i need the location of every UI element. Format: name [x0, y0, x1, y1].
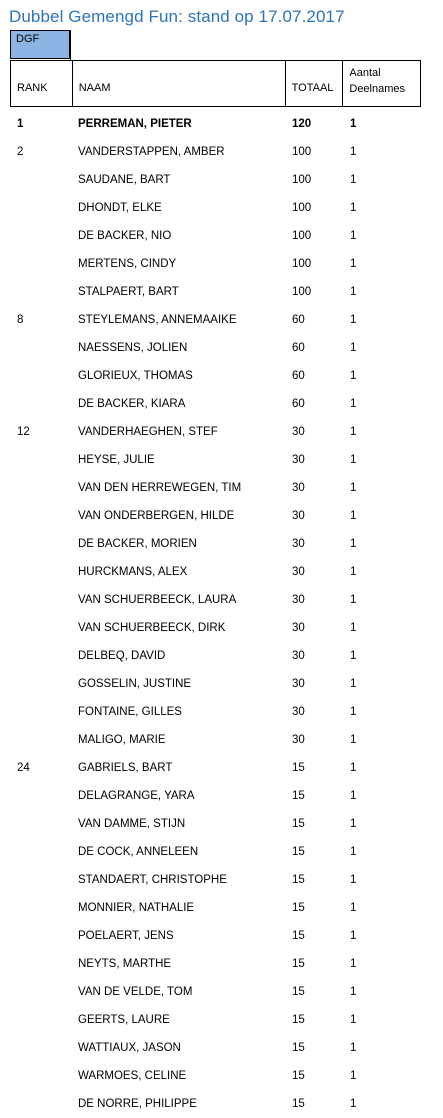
deelnames-cell: 1	[350, 678, 357, 690]
naam-cell: POELAERT, JENS	[78, 930, 174, 942]
totaal-cell: 15	[292, 818, 305, 830]
naam-cell: VAN SCHUERBEECK, LAURA	[78, 594, 237, 606]
totaal-cell: 15	[292, 874, 305, 886]
rank-cell: 1	[17, 118, 24, 130]
deelnames-cell: 1	[350, 762, 357, 774]
table-row	[10, 502, 421, 530]
table-row	[10, 670, 421, 698]
totaal-cell: 15	[292, 762, 305, 774]
deelnames-cell: 1	[350, 1070, 357, 1082]
deelnames-cell: 1	[350, 566, 357, 578]
deelnames-cell: 1	[350, 258, 357, 270]
deelnames-cell: 1	[350, 734, 357, 746]
category-label: DGF	[16, 33, 40, 45]
naam-cell: DHONDT, ELKE	[78, 202, 162, 214]
totaal-cell: 15	[292, 1070, 305, 1082]
table-row	[10, 922, 421, 950]
naam-cell: MERTENS, CINDY	[78, 258, 177, 270]
totaal-cell: 100	[292, 146, 312, 158]
table-row	[10, 866, 421, 894]
table-row	[10, 586, 421, 614]
deelnames-cell: 1	[350, 398, 357, 410]
totaal-cell: 100	[292, 202, 312, 214]
deelnames-cell: 1	[350, 510, 357, 522]
table-body	[10, 110, 421, 1118]
totaal-cell: 60	[292, 314, 305, 326]
naam-cell: VANDERHAEGHEN, STEF	[78, 426, 218, 438]
table-row	[10, 446, 421, 474]
deelnames-cell: 1	[350, 650, 357, 662]
table-row	[10, 950, 421, 978]
totaal-cell: 15	[292, 930, 305, 942]
table-row	[10, 110, 421, 138]
totaal-cell: 60	[292, 342, 305, 354]
header-rank: RANK	[17, 82, 48, 94]
naam-cell: GOSSELIN, JUSTINE	[78, 678, 192, 690]
naam-cell: FONTAINE, GILLES	[78, 706, 182, 718]
table-row	[10, 754, 421, 782]
deelnames-cell: 1	[350, 846, 357, 858]
deelnames-cell: 1	[350, 1042, 357, 1054]
deelnames-cell: 1	[350, 538, 357, 550]
table-row	[10, 838, 421, 866]
table-row	[10, 278, 421, 306]
totaal-cell: 30	[292, 678, 305, 690]
totaal-cell: 15	[292, 846, 305, 858]
totaal-cell: 60	[292, 398, 305, 410]
naam-cell: DE NORRE, PHILIPPE	[78, 1098, 197, 1110]
header-deelnames-label: Aantal Deelnames	[349, 67, 406, 95]
standings-table	[10, 30, 421, 1118]
page-title: Dubbel Gemengd Fun: stand op 17.07.2017	[9, 7, 345, 26]
naam-cell: NAESSENS, JOLIEN	[78, 342, 188, 354]
table-row	[10, 250, 421, 278]
table-row	[10, 418, 421, 446]
totaal-cell: 15	[292, 986, 305, 998]
naam-cell: DE BACKER, MORIEN	[78, 538, 197, 550]
rank-cell: 12	[17, 426, 30, 438]
totaal-cell: 30	[292, 482, 305, 494]
totaal-cell: 15	[292, 1014, 305, 1026]
naam-cell: DE BACKER, NIO	[78, 230, 172, 242]
deelnames-cell: 1	[350, 118, 357, 130]
naam-cell: VAN DAMME, STIJN	[78, 818, 186, 830]
totaal-cell: 15	[292, 790, 305, 802]
category-cell	[10, 30, 70, 59]
naam-cell: HURCKMANS, ALEX	[78, 566, 188, 578]
naam-cell: VAN DEN HERREWEGEN, TIM	[78, 482, 242, 494]
deelnames-cell: 1	[350, 986, 357, 998]
naam-cell: DE BACKER, KIARA	[78, 398, 186, 410]
naam-cell: HEYSE, JULIE	[78, 454, 155, 466]
table-row	[10, 642, 421, 670]
totaal-cell: 30	[292, 538, 305, 550]
table-row	[10, 1062, 421, 1090]
table-row	[10, 194, 421, 222]
naam-cell: STEYLEMANS, ANNEMAAIKE	[78, 314, 237, 326]
totaal-cell: 30	[292, 566, 305, 578]
deelnames-cell: 1	[350, 1014, 357, 1026]
naam-cell: WARMOES, CELINE	[78, 1070, 187, 1082]
deelnames-cell: 1	[350, 482, 357, 494]
naam-cell: DE COCK, ANNELEEN	[78, 846, 199, 858]
rank-cell: 8	[17, 314, 24, 326]
table-row	[10, 362, 421, 390]
totaal-cell: 30	[292, 594, 305, 606]
deelnames-cell: 1	[350, 146, 357, 158]
naam-cell: PERREMAN, PIETER	[78, 118, 192, 130]
naam-cell: GEERTS, LAURE	[78, 1014, 170, 1026]
naam-cell: GLORIEUX, THOMAS	[78, 370, 193, 382]
naam-cell: MONNIER, NATHALIE	[78, 902, 195, 914]
naam-cell: SAUDANE, BART	[78, 174, 171, 186]
totaal-cell: 30	[292, 426, 305, 438]
table-row	[10, 726, 421, 754]
rank-cell: 2	[17, 146, 24, 158]
header-deelnames	[342, 61, 420, 106]
table-row	[10, 782, 421, 810]
naam-cell: VAN DE VELDE, TOM	[78, 986, 193, 998]
totaal-cell: 15	[292, 902, 305, 914]
table-row	[10, 1090, 421, 1118]
deelnames-cell: 1	[350, 174, 357, 186]
deelnames-cell: 1	[350, 902, 357, 914]
totaal-cell: 100	[292, 230, 312, 242]
deelnames-cell: 1	[350, 370, 357, 382]
totaal-cell: 100	[292, 258, 312, 270]
totaal-cell: 15	[292, 1042, 305, 1054]
deelnames-cell: 1	[350, 622, 357, 634]
deelnames-cell: 1	[350, 874, 357, 886]
naam-cell: VAN SCHUERBEECK, DIRK	[78, 622, 226, 634]
deelnames-cell: 1	[350, 1098, 357, 1110]
deelnames-cell: 1	[350, 314, 357, 326]
table-row	[10, 138, 421, 166]
naam-cell: STALPAERT, BART	[78, 286, 179, 298]
naam-cell: GABRIELS, BART	[78, 762, 173, 774]
deelnames-cell: 1	[350, 818, 357, 830]
table-row	[10, 474, 421, 502]
totaal-cell: 15	[292, 958, 305, 970]
naam-cell: DELAGRANGE, YARA	[78, 790, 195, 802]
table-row	[10, 1006, 421, 1034]
header-naam: NAAM	[72, 61, 285, 106]
totaal-cell: 30	[292, 510, 305, 522]
deelnames-cell: 1	[350, 202, 357, 214]
deelnames-cell: 1	[350, 342, 357, 354]
header-totaal: TOTAAL	[285, 61, 343, 106]
table-row	[10, 978, 421, 1006]
naam-cell: NEYTS, MARTHE	[78, 958, 172, 970]
totaal-cell: 30	[292, 706, 305, 718]
table-row	[10, 334, 421, 362]
table-row	[10, 222, 421, 250]
table-row	[10, 306, 421, 334]
totaal-cell: 30	[292, 454, 305, 466]
deelnames-cell: 1	[350, 594, 357, 606]
deelnames-cell: 1	[350, 706, 357, 718]
naam-cell: STANDAERT, CHRISTOPHE	[78, 874, 227, 886]
deelnames-cell: 1	[350, 454, 357, 466]
totaal-cell: 120	[292, 118, 312, 130]
deelnames-cell: 1	[350, 790, 357, 802]
table-row	[10, 390, 421, 418]
naam-cell: VANDERSTAPPEN, AMBER	[78, 146, 225, 158]
table-header	[10, 60, 421, 107]
deelnames-cell: 1	[350, 286, 357, 298]
deelnames-cell: 1	[350, 230, 357, 242]
table-row	[10, 614, 421, 642]
table-row	[10, 698, 421, 726]
table-row	[10, 1034, 421, 1062]
category-row	[10, 30, 421, 60]
table-row	[10, 530, 421, 558]
totaal-cell: 30	[292, 650, 305, 662]
table-row	[10, 810, 421, 838]
naam-cell: MALIGO, MARIE	[78, 734, 166, 746]
totaal-cell: 100	[292, 174, 312, 186]
naam-cell: WATTIAUX, JASON	[78, 1042, 181, 1054]
totaal-cell: 30	[292, 622, 305, 634]
deelnames-cell: 1	[350, 958, 357, 970]
category-divider	[70, 30, 71, 60]
naam-cell: DELBEQ, DAVID	[78, 650, 166, 662]
table-row	[10, 558, 421, 586]
totaal-cell: 15	[292, 1098, 305, 1110]
totaal-cell: 100	[292, 286, 312, 298]
deelnames-cell: 1	[350, 930, 357, 942]
totaal-cell: 30	[292, 734, 305, 746]
table-row	[10, 894, 421, 922]
deelnames-cell: 1	[350, 426, 357, 438]
table-row	[10, 166, 421, 194]
rank-cell: 24	[17, 762, 30, 774]
totaal-cell: 60	[292, 370, 305, 382]
naam-cell: VAN ONDERBERGEN, HILDE	[78, 510, 235, 522]
